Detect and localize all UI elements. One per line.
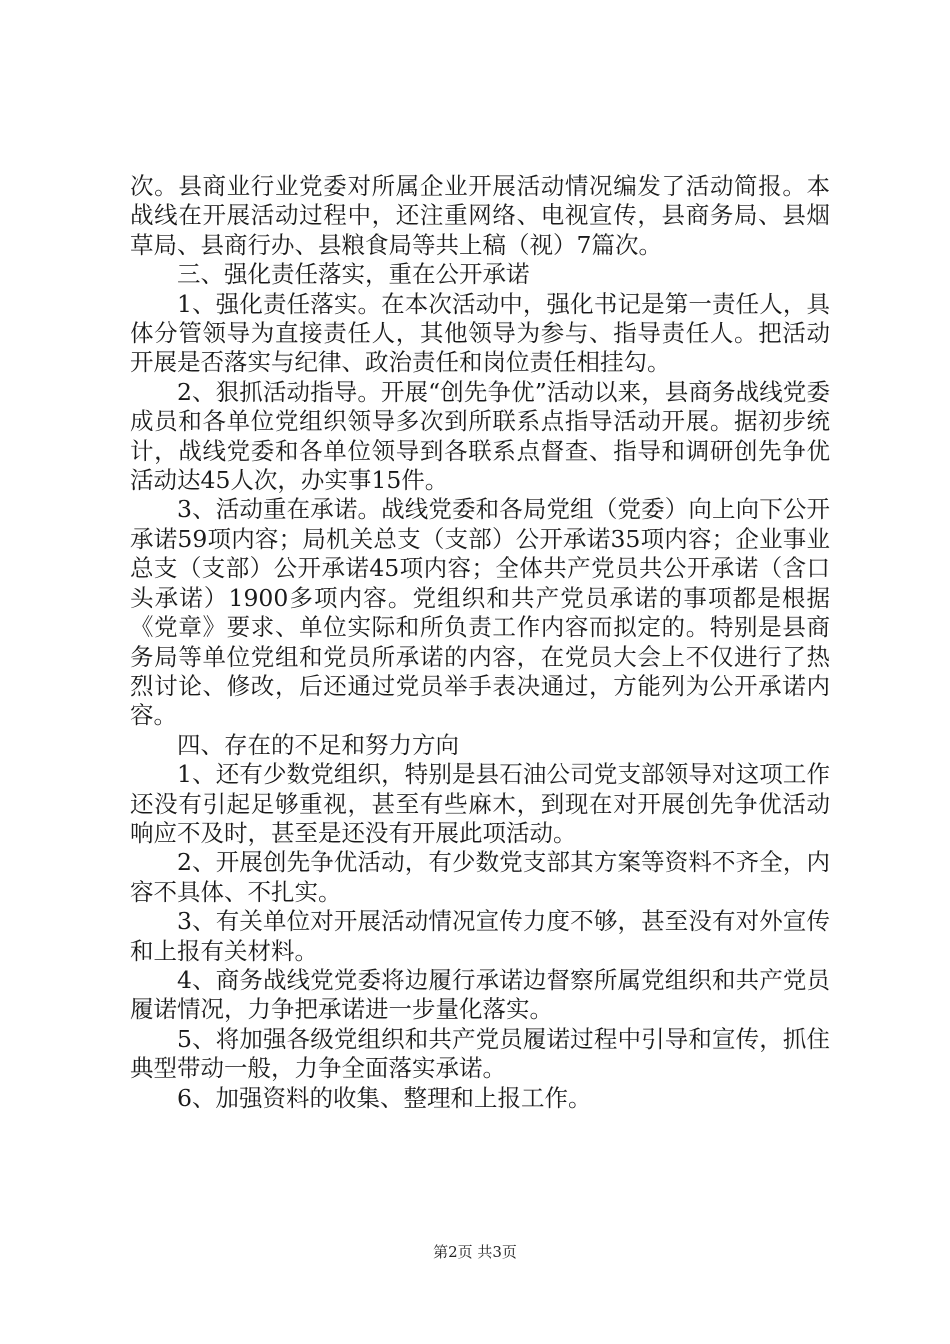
paragraph-4-2: 2、开展创先争优活动，有少数党支部其方案等资料不齐全，内容不具体、不扎实。 bbox=[130, 848, 830, 906]
section-heading-3: 三、强化责任落实，重在公开承诺 bbox=[177, 260, 530, 289]
document-body bbox=[130, 172, 830, 1113]
paragraph-4-3: 3、有关单位对开展活动情况宣传力度不够，甚至没有对外宣传和上报有关材料。 bbox=[130, 907, 830, 965]
paragraph-1: 次。县商业行业党委对所属企业开展活动情况编发了活动简报。本战线在开展活动过程中，还注重网络、电视宣传，县商务局、县烟草局、县商行办、县粮食局等共上稿（视）7篇次。 bbox=[130, 172, 830, 259]
paragraph-3-2: 2、狠抓活动指导。开展“创先争优”活动以来，县商务战线党委成员和各单位党组织领导多次到所联系点指导活动开展。据初步统计，战线党委和各单位领导到各联系点督查、指导和调研创先争优活动达45人次，办实事15件。 bbox=[130, 377, 830, 495]
paragraph-3-3: 3、活动重在承诺。战线党委和各局党组（党委）向上向下公开承诺59项内容；局机关总支（支部）公开承诺35项内容；企业事业总支（支部）公开承诺45项内容；全体共产党员共公开承诺（含口头承诺）1900多项内容。党组织和共产党员承诺的事项都是根据《党章》要求、单位实际和所负责工作内容而拟定的。特别是县商务局等单位党组和党员所承诺的内容，在党员大会上不仅进行了热烈讨论、修改，后还通过党员举手表决通过，方能列为公开承诺内容。 bbox=[130, 495, 830, 730]
section-heading-4: 四、存在的不足和努力方向 bbox=[177, 730, 459, 759]
paragraph-3-1: 1、强化责任落实。在本次活动中，强化书记是第一责任人，具体分管领导为直接责任人，其他领导为参与、指导责任人。把活动开展是否落实与纪律、政治责任和岗位责任相挂勾。 bbox=[130, 289, 830, 377]
paragraph-4-6: 6、加强资料的收集、整理和上报工作。 bbox=[177, 1083, 592, 1112]
page-number-footer: 第2页 共3页 bbox=[433, 1243, 517, 1261]
paragraph-4-5: 5、将加强各级党组织和共产党员履诺过程中引导和宣传，抓住典型带动一般，力争全面落实承诺。 bbox=[130, 1024, 830, 1083]
paragraph-4-4: 4、商务战线党党委将边履行承诺边督察所属党组织和共产党员履诺情况，力争把承诺进一步量化落实。 bbox=[130, 965, 830, 1024]
paragraph-4-1: 1、还有少数党组织，特别是县石油公司党支部领导对这项工作还没有引起足够重视，甚至有些麻木，到现在对开展创先争优活动响应不及时，甚至是还没有开展此项活动。 bbox=[130, 760, 830, 847]
